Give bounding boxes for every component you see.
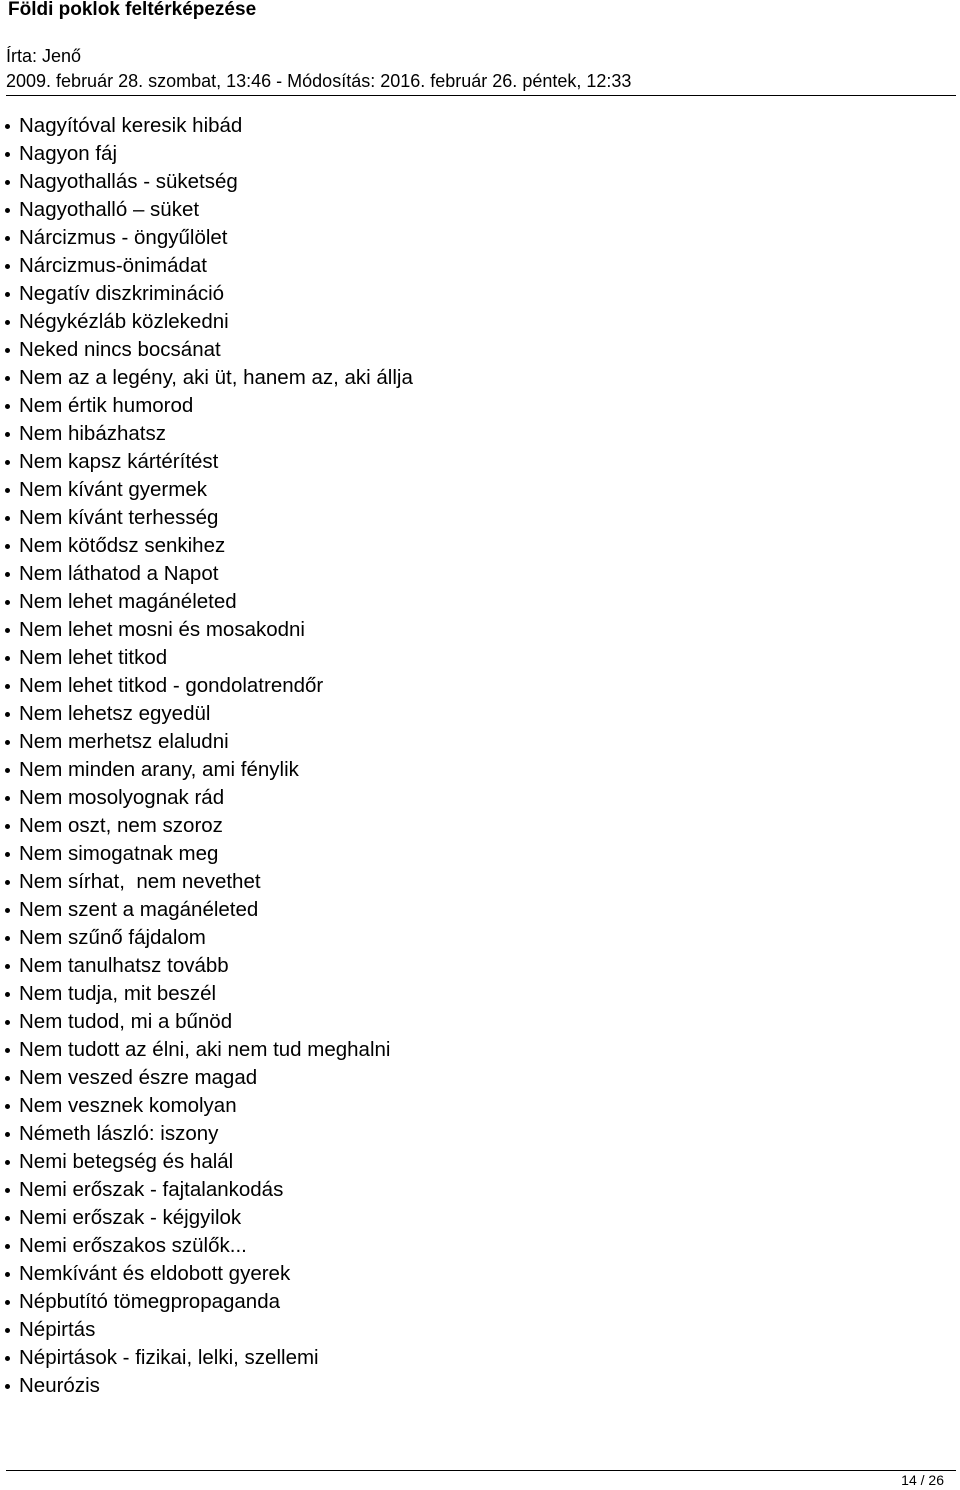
list-item <box>0 1344 413 1372</box>
list-item <box>0 784 413 812</box>
bullet-icon <box>5 1356 10 1361</box>
list-item-text: Nem lehet titkod <box>19 646 168 669</box>
bullet-icon <box>5 1384 10 1389</box>
list-item <box>0 420 413 448</box>
list-item <box>0 728 413 756</box>
list-item-text: Nem lehet magánéleted <box>19 590 237 613</box>
bullet-icon <box>5 1020 10 1025</box>
bullet-icon <box>5 656 10 661</box>
list-item <box>0 392 413 420</box>
list-item-text: Nem mosolyognak rád <box>19 786 225 809</box>
list-item <box>0 616 413 644</box>
list-item <box>0 1148 413 1176</box>
bullet-icon <box>5 1160 10 1165</box>
list-item-text: Nem az a legény, aki üt, hanem az, aki állja <box>19 366 413 389</box>
list-item-text: Nagyothallás - süketség <box>19 170 238 193</box>
list-item <box>0 140 413 168</box>
date-line: 2009. február 28. szombat, 13:46 - Módosítás: 2016. február 26. péntek, 12:33 <box>6 71 632 91</box>
list-item-text: Nem tanulhatsz tovább <box>19 954 229 977</box>
list-item-text: Neurózis <box>19 1374 100 1397</box>
bullet-icon <box>5 852 10 857</box>
list-item-text: Nem kötődsz senkihez <box>19 534 226 557</box>
footer-divider <box>6 1470 956 1471</box>
list-item <box>0 1120 413 1148</box>
list-item-text: Nem vesznek komolyan <box>19 1094 237 1117</box>
bullet-icon <box>5 376 10 381</box>
list-item-text: Nagyítóval keresik hibád <box>19 114 243 137</box>
bullet-icon <box>5 1132 10 1137</box>
list-item-text: Nem simogatnak meg <box>19 842 219 865</box>
list-item <box>0 308 413 336</box>
list-item-text: Népirtás <box>19 1318 96 1341</box>
list-item <box>0 1036 413 1064</box>
list-item-text: Nemi betegség és halál <box>19 1150 234 1173</box>
list-item <box>0 952 413 980</box>
list-item-text: Nem tudod, mi a bűnöd <box>19 1010 233 1033</box>
list-item-text: Nagyothalló – süket <box>19 198 200 221</box>
header-divider <box>6 95 956 96</box>
list-item-text: Nem sírhat, nem nevethet <box>19 870 261 893</box>
list-item <box>0 1288 413 1316</box>
bullet-icon <box>5 516 10 521</box>
list-item <box>0 700 413 728</box>
document-meta <box>6 44 631 94</box>
bullet-icon <box>5 824 10 829</box>
bullet-icon <box>5 124 10 129</box>
bullet-icon <box>5 1272 10 1277</box>
bullet-icon <box>5 796 10 801</box>
document-title: Földi poklok feltérképezése <box>8 0 257 20</box>
list-item <box>0 980 413 1008</box>
bullet-icon <box>5 936 10 941</box>
bullet-icon <box>5 768 10 773</box>
bullet-icon <box>5 1076 10 1081</box>
page-number: 14 / 26 <box>901 1472 944 1488</box>
list-item-text: Nárcizmus-önimádat <box>19 254 207 277</box>
bullet-icon <box>5 1104 10 1109</box>
bullet-icon <box>5 236 10 241</box>
bullet-icon <box>5 628 10 633</box>
bullet-icon <box>5 264 10 269</box>
list-item-text: Négykézláb közlekedni <box>19 310 229 333</box>
list-item-text: Nem szent a magánéleted <box>19 898 259 921</box>
list-item-text: Népirtások - fizikai, lelki, szellemi <box>19 1346 319 1369</box>
list-item-text: Nem hibázhatsz <box>19 422 166 445</box>
list-item-text: Nem minden arany, ami fénylik <box>19 758 299 781</box>
list-item <box>0 532 413 560</box>
list-item-text: Nemkívánt és eldobott gyerek <box>19 1262 291 1285</box>
bullet-icon <box>5 1216 10 1221</box>
bullet-icon <box>5 712 10 717</box>
list-item <box>0 364 413 392</box>
list-item <box>0 1260 413 1288</box>
list-item <box>0 756 413 784</box>
list-item <box>0 1232 413 1260</box>
bullet-icon <box>5 320 10 325</box>
bullet-icon <box>5 432 10 437</box>
list-item <box>0 1092 413 1120</box>
list-item <box>0 588 413 616</box>
bullet-icon <box>5 488 10 493</box>
bullet-icon <box>5 180 10 185</box>
list-item <box>0 112 413 140</box>
bullet-icon <box>5 908 10 913</box>
list-item-text: Nagyon fáj <box>19 142 118 165</box>
list-item-text: Nem oszt, nem szoroz <box>19 814 223 837</box>
bullet-icon <box>5 208 10 213</box>
list-item-text: Nem lehet titkod - gondolatrendőr <box>19 674 324 697</box>
bullet-icon <box>5 1244 10 1249</box>
list-item-text: Nem kívánt terhesség <box>19 506 219 529</box>
list-item-text: Nem lehetsz egyedül <box>19 702 211 725</box>
list-item-text: Nem láthatod a Napot <box>19 562 219 585</box>
bullet-icon <box>5 1048 10 1053</box>
bullet-icon <box>5 152 10 157</box>
bullet-icon <box>5 572 10 577</box>
bullet-icon <box>5 992 10 997</box>
bullet-icon <box>5 292 10 297</box>
list-item <box>0 476 413 504</box>
bullet-icon <box>5 460 10 465</box>
list-item <box>0 252 413 280</box>
list-item <box>0 644 413 672</box>
list-item-text: Nemi erőszak - fajtalankodás <box>19 1178 284 1201</box>
list-item-text: Németh lászló: iszony <box>19 1122 219 1145</box>
list-item <box>0 196 413 224</box>
list-item <box>0 1008 413 1036</box>
bullet-icon <box>5 348 10 353</box>
list-item <box>0 1176 413 1204</box>
list-item <box>0 896 413 924</box>
list-item <box>0 168 413 196</box>
list-item-text: Nem lehet mosni és mosakodni <box>19 618 305 641</box>
entry-list <box>0 112 413 1400</box>
list-item-text: Nemi erőszak - kéjgyilok <box>19 1206 242 1229</box>
list-item <box>0 672 413 700</box>
list-item-text: Negatív diszkrimináció <box>19 282 225 305</box>
bullet-icon <box>5 544 10 549</box>
list-item-text: Nem tudja, mit beszél <box>19 982 217 1005</box>
bullet-icon <box>5 740 10 745</box>
list-item <box>0 560 413 588</box>
list-item <box>0 336 413 364</box>
bullet-icon <box>5 964 10 969</box>
bullet-icon <box>5 1300 10 1305</box>
list-item <box>0 224 413 252</box>
list-item <box>0 504 413 532</box>
bullet-icon <box>5 1328 10 1333</box>
bullet-icon <box>5 684 10 689</box>
list-item <box>0 1204 413 1232</box>
list-item-text: Nem értik humorod <box>19 394 194 417</box>
list-item-text: Nem szűnő fájdalom <box>19 926 206 949</box>
list-item <box>0 924 413 952</box>
bullet-icon <box>5 880 10 885</box>
author-line: Írta: Jenő <box>6 46 82 66</box>
list-item <box>0 1316 413 1344</box>
list-item-text: Népbutító tömegpropaganda <box>19 1290 281 1313</box>
list-item <box>0 812 413 840</box>
list-item-text: Nem tudott az élni, aki nem tud meghalni <box>19 1038 391 1061</box>
list-item <box>0 1372 413 1400</box>
bullet-icon <box>5 1188 10 1193</box>
list-item-text: Nemi erőszakos szülők... <box>19 1234 247 1257</box>
list-item-text: Nem merhetsz elaludni <box>19 730 229 753</box>
list-item-text: Nárcizmus - öngyűlölet <box>19 226 228 249</box>
list-item <box>0 280 413 308</box>
bullet-icon <box>5 600 10 605</box>
list-item <box>0 840 413 868</box>
list-item <box>0 1064 413 1092</box>
bullet-icon <box>5 404 10 409</box>
list-item-text: Nem kívánt gyermek <box>19 478 207 501</box>
list-item <box>0 448 413 476</box>
list-item <box>0 868 413 896</box>
list-item-text: Nem kapsz kártérítést <box>19 450 219 473</box>
list-item-text: Nem veszed észre magad <box>19 1066 258 1089</box>
list-item-text: Neked nincs bocsánat <box>19 338 221 361</box>
